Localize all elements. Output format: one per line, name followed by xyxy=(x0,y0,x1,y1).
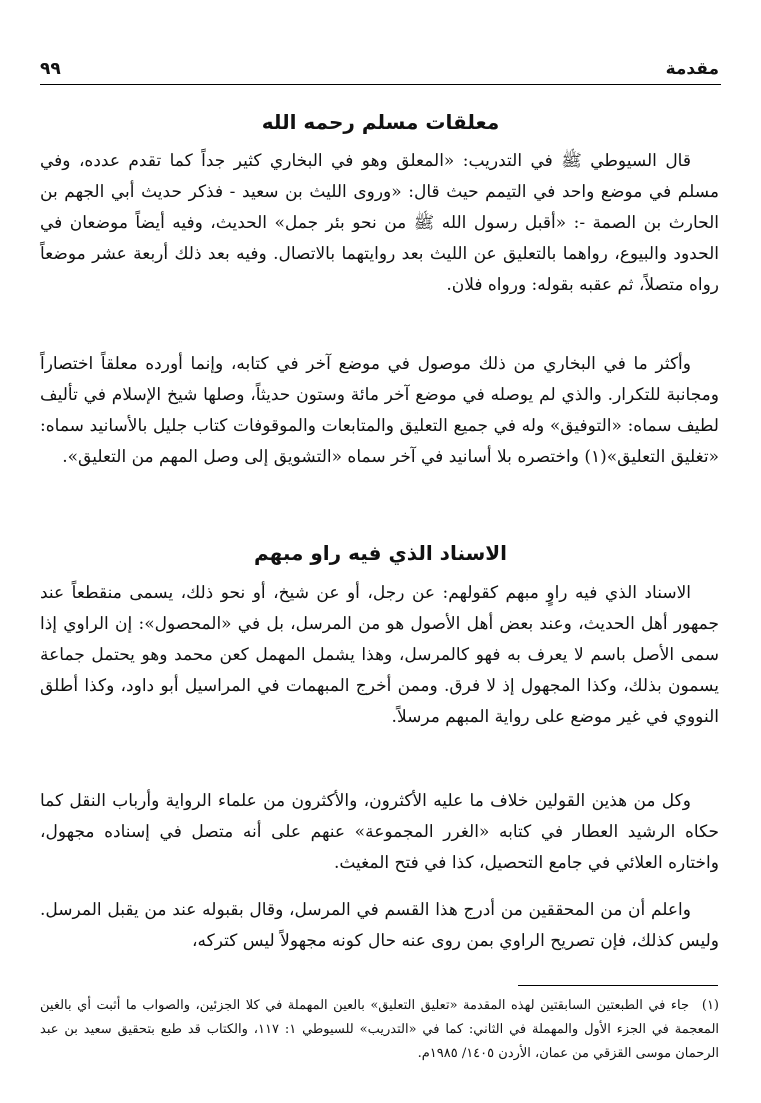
header-rule xyxy=(40,84,721,85)
paragraph-text: الاسناد الذي فيه راوٍ مبهم كقولهم: عن رجل، أو عن شيخ، أو نحو ذلك، يسمى منقطعاً عند جمهور أهل الحديث، وعند بعض أهل الأصول هو من المرسل، بل في «المحصول»: إن الراوي إذا سمى الأصل باسم لا يعرف به فهو كالمرسل، وهذا يشمل المهمل كعن محمد وهو يحتمل جماعة يسمون بذلك، وكذا المجهول إذ لا فرق. وممن أخرج المبهمات في المراسيل أبو داود، وكذا أطلق النووي في غير موضع على رواية المبهم مرسلاً. xyxy=(40,583,719,727)
paragraph-text: وأكثر ما في البخاري من ذلك موصول في موضع آخر في كتابه، وإنما أورده معلقاً اختصاراً ومجانبة للتكرار. والذي لم يوصله في موضع آخر مائة وستون حديثاً، وصلها شيخ الإسلام في تأليف لطيف سماه: «التوفيق» وله في جميع التعليق والمتابعات والموقوفات كتاب جليل بالأسانيد سماه: «تغليق التعليق»(١) واختصره بلا أسانيد في آخر سماه «التشويق إلى وصل المهم من التعليق». xyxy=(40,354,719,467)
paragraph-text: قال السيوطي ﷺ في التدريب: «المعلق وهو في البخاري كثير جداً كما تقدم عدده، وفي مسلم في موضع واحد في التيمم حيث قال: «وروى الليث بن سعيد - فذكر حديث أبي الجهم بن الحارث بن الصمة -: «أقبل رسول الله ﷺ من نحو بئر جمل» الحديث، وفيه أيضاً موضعان في الحدود والبيوع، رواهما بالتعليق عن الليث بعد روايتهما بالاتصال. وفيه بعد ذلك أربعة عشر موضعاً رواه متصلاً، ثم عقبه بقوله: ورواه فلان. xyxy=(40,151,719,295)
header-title: مقدمة xyxy=(665,59,719,79)
footnote-rule xyxy=(518,985,718,986)
paragraph xyxy=(40,895,719,957)
paragraph xyxy=(40,578,719,733)
paragraph xyxy=(40,786,719,879)
running-header xyxy=(40,55,719,83)
page-number: ٩٩ xyxy=(40,59,61,79)
paragraph xyxy=(40,349,719,473)
paragraph xyxy=(40,146,719,301)
footnote-text: جاء في الطبعتين السابقتين لهذه المقدمة «تعليق التعليق» بالعين المهملة في كلا الجزئين، والصواب ما أثبت أي بالغين المعجمة في الجزء الأول والمهملة في الثاني: كما في «التدريب» للسيوطي ١: ١١٧، والكتاب قد طبع بتحقيق سعيد بن عبد الرحمان موسى القزقي من عمان، الأردن ١٤٠٥/ ١٩٨٥م. xyxy=(40,998,720,1061)
paragraph-text: وكل من هذين القولين خلاف ما عليه الأكثرون، والأكثرون من علماء الرواية وأرباب النقل كما حكاه الرشيد العطار في كتابه «الغرر المجموعة» عنهم على أنه متصل في إسناده مجهول، واختاره العلائي في جامع التحصيل، كذا في فتح المغيث. xyxy=(40,791,719,873)
footnote-number: (١) xyxy=(701,998,719,1013)
section-heading: معلقات مسلم رحمه الله xyxy=(261,110,500,134)
footnote xyxy=(40,994,719,1066)
section-heading: الاسناد الذي فيه راو مبهم xyxy=(253,541,508,565)
paragraph-text: واعلم أن من المحققين من أدرج هذا القسم في المرسل، وقال بقبوله عند من يقبل المرسل. وليس كذلك، فإن تصريح الراوي بمن روى عنه حال كونه مجهولاً ليس كتركه، xyxy=(40,900,719,951)
